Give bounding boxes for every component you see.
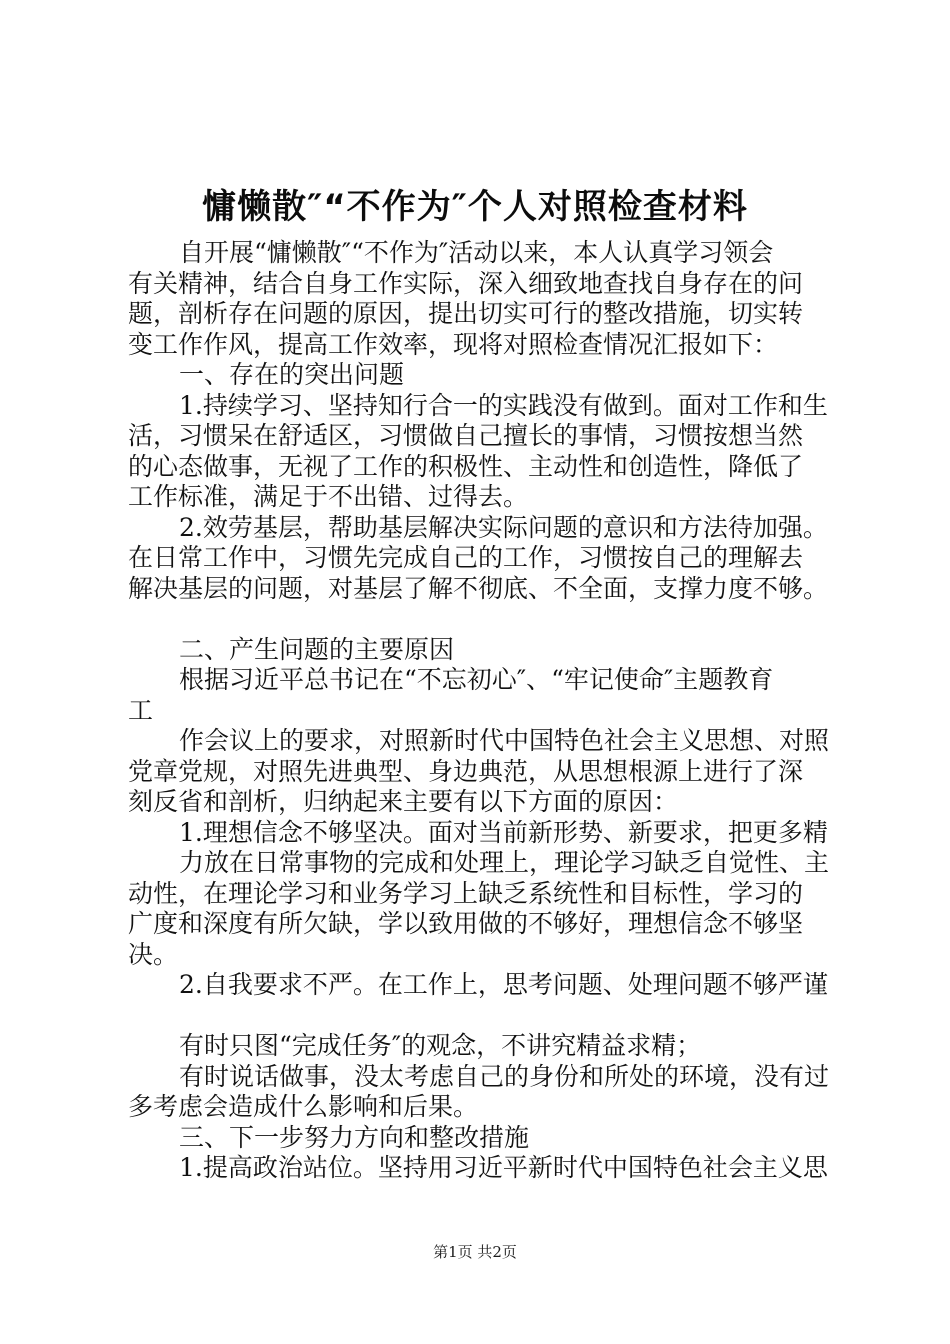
blank-line: [128, 604, 858, 635]
paragraph-line: 有时说话做事，没太考虑自己的身份和所处的环境，没有过: [179, 1061, 830, 1091]
paragraph-line: 党章党规，对照先进典型、身边典范，从思想根源上进行了深: [128, 756, 804, 786]
paragraph-line: 有关精神，结合自身工作实际，深入细致地查找自身存在的问: [128, 268, 804, 298]
paragraph-line: 力放在日常事物的完成和处理上，理论学习缺乏自觉性、主: [179, 848, 830, 877]
paragraph-line: 题，剖析存在问题的原因，提出切实可行的整改措施，切实转: [128, 299, 804, 328]
section-heading: 二、产生问题的主要原因: [179, 634, 455, 664]
paragraph-line: 变工作作风，提高工作效率，现将对照检查情况汇报如下：: [128, 329, 779, 359]
paragraph-line: 广度和深度有所欠缺，学以致用做的不够好，理想信念不够坚: [128, 909, 804, 938]
paragraph-line: 1.提高政治站位。坚持用习近平新时代中国特色社会主义思: [179, 1153, 828, 1182]
paragraph-line: 1.理想信念不够坚决。面对当前新形势、新要求，把更多精: [179, 817, 828, 847]
paragraph-line: 的心态做事，无视了工作的积极性、主动性和创造性，降低了: [128, 451, 804, 481]
section-heading: 三、下一步努力方向和整改措施: [179, 1122, 530, 1152]
paragraph-line: 解决基层的问题，对基层了解不彻底、不全面，支撑力度不够。: [128, 573, 829, 603]
paragraph-line: 自开展“慵懒散″“不作为″活动以来，本人认真学习领会: [179, 238, 774, 267]
paragraph-line: 2.自我要求不严。在工作上，思考问题、处理问题不够严谨: [179, 970, 828, 999]
paragraph-line: 动性，在理论学习和业务学习上缺乏系统性和目标性，学习的: [128, 878, 804, 908]
document-body: [128, 238, 858, 1184]
document-title: 慵懒散″“不作为″个人对照检查材料: [202, 187, 748, 227]
paragraph-line: 多考虑会造成什么影响和后果。: [128, 1092, 479, 1121]
paragraph-line: 根据习近平总书记在“不忘初心″、“牢记使命″主题教育: [179, 665, 774, 694]
paragraph-line: 在日常工作中，习惯先完成自己的工作，习惯按自己的理解去: [128, 543, 804, 572]
paragraph-line: 2.效劳基层，帮助基层解决实际问题的意识和方法待加强。: [179, 512, 828, 542]
paragraph-line: 工: [128, 695, 154, 725]
section-heading: 一、存在的突出问题: [179, 360, 405, 389]
paragraph-line: 有时只图“完成任务″的观念，不讲究精益求精；: [179, 1031, 702, 1060]
paragraph-line: 刻反省和剖析，归纳起来主要有以下方面的原因：: [128, 787, 679, 816]
paragraph-line: 1.持续学习、坚持知行合一的实践没有做到。面对工作和生: [179, 390, 828, 420]
paragraph-line: 决。: [128, 939, 179, 969]
page-number-footer: 第1页 共2页: [433, 1243, 517, 1261]
blank-line: [128, 1001, 858, 1032]
paragraph-line: 工作标准，满足于不出错、过得去。: [128, 482, 529, 511]
paragraph-line: 作会议上的要求，对照新时代中国特色社会主义思想、对照: [179, 726, 830, 755]
paragraph-line: 活，习惯呆在舒适区，习惯做自己擅长的事情，习惯按想当然: [128, 421, 804, 450]
